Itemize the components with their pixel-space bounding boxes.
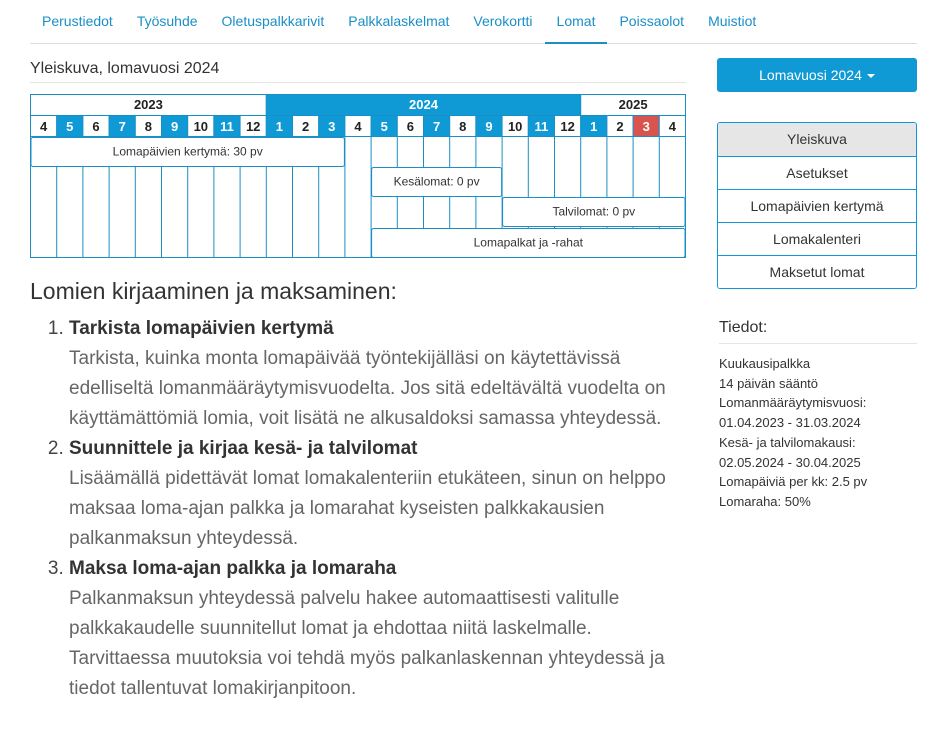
calendar-bar-label: Lomapäivien kertymä: 30 pv <box>112 144 263 159</box>
month-label: 1 <box>590 119 598 134</box>
month-label: 11 <box>220 119 234 134</box>
month-label: 11 <box>534 119 549 134</box>
month-label: 9 <box>170 119 179 134</box>
calendar-bar-label: Lomapalkat ja -rahat <box>473 235 584 250</box>
info-line: Kesä- ja talvilomakausi: <box>719 434 856 450</box>
year-label: 2024 <box>409 97 438 112</box>
year-label: 2025 <box>618 97 648 112</box>
side-nav-item[interactable]: Yleiskuva <box>718 123 916 156</box>
month-label: 7 <box>118 119 126 134</box>
month-label: 1 <box>275 119 284 134</box>
month-label: 6 <box>92 119 100 134</box>
tab-perustiedot[interactable]: Perustiedot <box>42 13 113 29</box>
step-body: Lisäämällä pidettävät lomat lomakalenteriin etukäteen, sinun on helppo maksaa loma-ajan palkka ja lomarahat kyseisten palkkakausien palkanmaksun yhteydessä. <box>69 468 666 549</box>
month-label: 6 <box>406 119 415 134</box>
side-nav-item[interactable]: Asetukset <box>718 156 916 189</box>
tab-oletuspalkkarivit[interactable]: Oletuspalkkarivit <box>221 13 325 29</box>
month-label: 4 <box>354 119 362 134</box>
month-label: 9 <box>485 119 493 134</box>
info-line: Lomanmääräytymisvuosi: <box>719 395 867 411</box>
tab-verokortti[interactable]: Verokortti <box>473 13 533 29</box>
info-line: Lomapäiviä per kk: 2.5 pv <box>719 474 868 490</box>
step-item <box>69 554 690 704</box>
month-label: 7 <box>432 119 441 134</box>
vacation-year-dropdown-button[interactable] <box>717 58 917 92</box>
info-list <box>719 354 919 512</box>
month-label: 3 <box>328 119 336 134</box>
month-label: 4 <box>668 119 677 134</box>
tab-poissaolot[interactable]: Poissaolot <box>619 13 685 29</box>
step-body: Palkanmaksun yhteydessä palvelu hakee automaattisesti valitulle palkkakaudelle suunnitellut lomat ja ehdottaa niitä laskelmalle. Tarvittaessa muutoksia voi tehdä myös palkanlaskennan yhteydessä ja tiedot tallentuvat lomakirjanpitoon. <box>69 588 665 699</box>
calendar-bar-label: Talvilomat: 0 pv <box>552 204 636 219</box>
step-body: Tarkista, kuinka monta lomapäivää työntekijälläsi on käytettävissä edelliseltä lomanmääräytymisvuodelta. Jos sitä edeltävältä vuodelta on käyttämättömiä lomia, voit lisätä ne alkusaldoksi samassa yhteydessä. <box>69 348 666 429</box>
main-heading: Lomien kirjaaminen ja maksaminen: <box>30 278 397 304</box>
info-line: 01.04.2023 - 31.03.2024 <box>719 415 861 431</box>
step-item <box>69 434 690 554</box>
side-nav-item[interactable]: Lomapäivien kertymä <box>718 189 916 222</box>
vacation-year-label: Lomavuosi 2024 <box>759 67 862 83</box>
month-label: 12 <box>245 119 261 134</box>
month-label: 8 <box>144 119 153 134</box>
vacation-year-calendar <box>30 94 686 258</box>
info-line: 14 päivän sääntö <box>719 375 819 391</box>
month-label: 10 <box>193 119 209 134</box>
tab-työsuhde[interactable]: Työsuhde <box>136 13 198 29</box>
info-line: Kuukausipalkka <box>719 356 811 371</box>
step-title: 2. Suunnittele ja kirjaa kesä- ja talvilomat <box>69 438 418 459</box>
year-label: 2023 <box>133 97 163 112</box>
side-nav <box>717 122 917 289</box>
calendar-bar-label: Kesälomat: 0 pv <box>393 174 480 189</box>
month-label: 2 <box>616 119 624 134</box>
step-title: 1. Tarkista lomapäivien kertymä <box>69 318 334 339</box>
info-title: Tiedot: <box>719 319 917 344</box>
tab-muistiot[interactable]: Muistiot <box>708 13 757 29</box>
month-label: 4 <box>39 119 48 134</box>
info-line: 02.05.2024 - 30.04.2025 <box>719 454 861 470</box>
month-label: 2 <box>301 119 310 134</box>
month-label: 10 <box>507 119 523 134</box>
month-label: 8 <box>459 119 467 134</box>
top-tabs <box>30 0 917 44</box>
caret-down-icon <box>867 74 875 78</box>
calendar-svg <box>30 94 686 258</box>
steps-list <box>30 314 690 704</box>
tab-palkkalaskelmat[interactable]: Palkkalaskelmat <box>348 13 450 29</box>
month-label: 5 <box>380 119 388 134</box>
step-item <box>69 314 690 434</box>
side-nav-item[interactable]: Maksetut lomat <box>718 255 916 288</box>
section-title: Yleiskuva, lomavuosi 2024 <box>30 60 686 83</box>
tab-lomat[interactable]: Lomat <box>545 0 608 44</box>
month-label: 3 <box>642 119 650 134</box>
info-line: Lomaraha: 50% <box>719 493 811 509</box>
step-title: 3. Maksa loma-ajan palkka ja lomaraha <box>69 558 397 579</box>
side-nav-item[interactable]: Lomakalenteri <box>718 222 916 255</box>
month-label: 5 <box>66 119 74 134</box>
month-label: 12 <box>560 119 575 134</box>
